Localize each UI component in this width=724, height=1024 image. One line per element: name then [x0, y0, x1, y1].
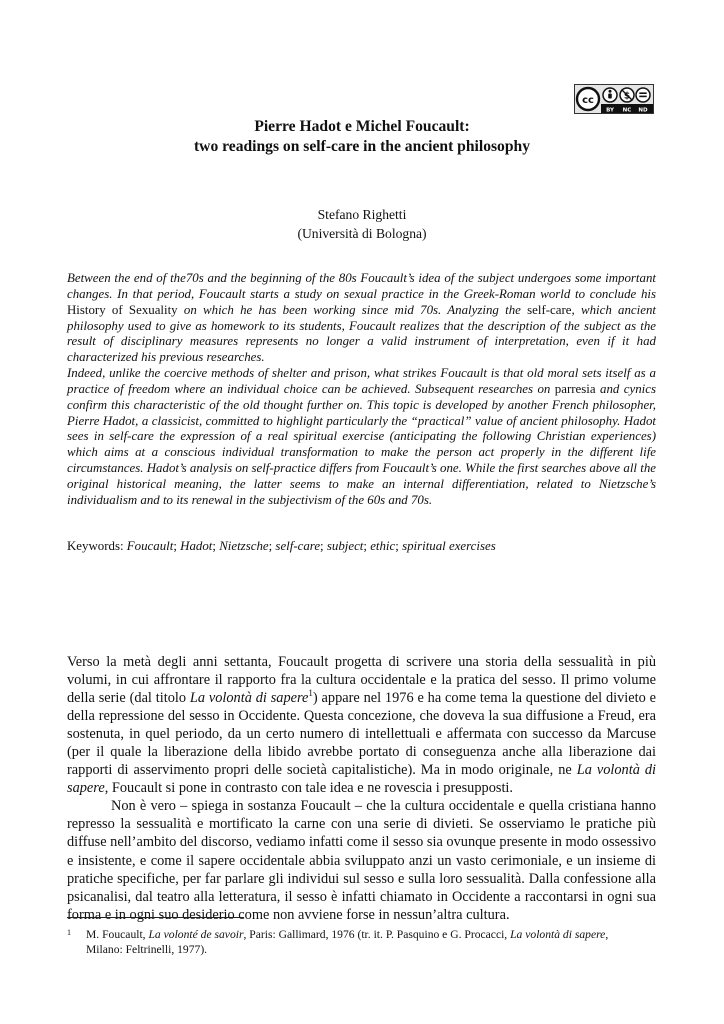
keyword: self-care	[275, 539, 321, 553]
abstract-text: on which he has been working since mid 70s. Analyzing the	[177, 302, 528, 317]
footnote-reference[interactable]: 1	[308, 688, 313, 699]
title-line-2: two readings on self-care in the ancient philosophy	[193, 138, 530, 155]
abstract-text: and cynics confirm this characteristic of the old thought further on. This topic is developed by another French philosopher, Pierre Hadot, a classicist, committed to highlight particularly the “practical” value of ancient philosophy. Hadot sees in self-care the expression of a real spiritual exercise (anticipating the following Christian experiences) which aims at a conscious individual transformation to make the person act properly in the different life circumstances. Hadot’s analysis on self-practice differs from Foucault’s one. While the first searches above all the original historical meaning, the latter seems to make an internal differentiation, related to Nietzsche’s individualism and to its renewal in the subjectivism of the 60s and 70s.	[67, 381, 656, 507]
by-person-icon	[603, 88, 617, 102]
abstract-upright-term: History of Sexuality	[67, 302, 178, 317]
keyword: Nietzsche	[219, 539, 269, 553]
by-label: BY	[606, 107, 614, 113]
footnote-run: , Paris: Gallimard, 1976 (tr. it. P. Pasquino e G. Procacci,	[243, 928, 511, 941]
keyword: Foucault	[126, 539, 174, 553]
svg-text:$: $	[623, 91, 631, 102]
author-affiliation: (Università di Bologna)	[297, 226, 427, 241]
keyword-separator: ;	[363, 539, 371, 553]
keyword: subject	[326, 539, 364, 553]
keyword: Hadot	[180, 539, 213, 553]
abstract-upright-term: parresia	[554, 381, 596, 396]
body-text-run: Verso la metà degli anni settanta, Foucault progetta di scrivere una storia della sessualità in più volumi, in cui affrontare il rapporto fra la cultura occidentale e la pratica del sesso. Il primo volume della serie (dal titolo	[67, 654, 656, 707]
body-text	[67, 653, 656, 924]
keywords-label: Keywords:	[67, 539, 127, 553]
abstract-text: Indeed, unlike the coercive methods of shelter and prison, what strikes Foucault is that old moral sets itself as a practice of freedom where an individual choice can be achieved. Subsequent researches on	[67, 366, 656, 396]
body-paragraph-2: Non è vero – spiega in sostanza Foucault – che la cultura occidentale e quella cristiana hanno represso la sessualità e mortificato la carne con una serie di divieti. Se osserviamo le pratiche più diffuse nell’ambito del discorso, vediamo infatti come il sesso sia ovunque presente in modo ossessivo e insistente, e come il sapere occidentale abbia sviluppato anzi un vasto cerimoniale, e un insieme di pratiche specifiche, per far parlare gli individui sul sesso e sulla loro sessualità. Dalla confessione alla psicanalisi, dal teatro alla letteratura, il sesso è infatti chiamato in Occidente a raccontarsi in ogni sua forma e in ogni suo desiderio come non avviene forse in nessun’altra cultura.	[67, 798, 656, 923]
footnote-number: 1	[67, 928, 71, 937]
keyword-separator: ;	[173, 539, 181, 553]
noncommercial-icon	[620, 88, 634, 102]
book-title: La volontà di sapere	[189, 690, 309, 707]
keyword-separator: ;	[268, 539, 276, 553]
title-line-1: Pierre Hadot e Michel Foucault:	[254, 118, 470, 135]
abstract-text: , which ancient philosophy used to give as homework to its students, Foucault realizes that the description of the subject as the result of disciplinary measures represents no longer a valid instrument of interpretation, even if it had characterized his previous researches.	[67, 302, 656, 365]
keyword-separator: ;	[320, 539, 327, 553]
footnote-book-title: La volontà di sapere	[510, 928, 606, 941]
footnote-run: ,	[605, 928, 609, 941]
body-paragraph-1	[67, 653, 656, 797]
book-title: La volontà di sapere	[67, 762, 656, 797]
author-name: Stefano Righetti	[317, 207, 407, 222]
body-text-run: ) appare nel 1976 e ha come tema la questione del divieto e della repressione del sesso in Occidente. Questa concezione, che doveva la sua diffusione a Freud, era sostenuta, in quel periodo, da un certo numero di intellettuali e affermata con successo da Marcuse (per il quale la liberazione della libido avrebbe portato di conseguenza anche alla liberazione dai rapporti di asservimento propri delle società capitalistiche). Ma in modo originale, ne	[67, 690, 657, 779]
keyword: spiritual exercises	[402, 539, 496, 553]
cc-logo-icon	[577, 88, 599, 110]
footnote-run: M. Foucault,	[86, 928, 149, 941]
nd-label: ND	[638, 107, 648, 113]
paper-title	[60, 117, 664, 157]
cc-logo-text: cc	[582, 95, 594, 106]
author-block	[60, 205, 664, 243]
footnote	[67, 928, 656, 957]
abstract-paragraph-1	[67, 271, 656, 366]
footnote-separator	[67, 917, 244, 918]
footnote-book-title: La volonté de savoir	[148, 928, 244, 941]
footnote-text	[67, 928, 656, 957]
abstract	[67, 271, 656, 509]
keywords	[67, 538, 656, 554]
keyword: ethic	[370, 539, 396, 553]
abstract-paragraph-2	[67, 366, 656, 509]
keyword-separator: ;	[212, 539, 220, 553]
cc-license-badge	[574, 84, 654, 114]
noderivatives-icon	[636, 88, 650, 102]
keyword-separator: ;	[395, 539, 403, 553]
body-text-run: , Foucault si pone in contrasto con tale idea e ne rovescia i presupposti.	[104, 780, 514, 797]
abstract-text: Between the end of the70s and the beginning of the 80s Foucault’s idea of the subject undergoes some important changes. In that period, Foucault starts a study on sexual practice in the Greek-Roman world to conclude his	[67, 271, 656, 301]
footnote-run: Milano: Feltrinelli, 1977).	[86, 942, 208, 956]
nc-label: NC	[622, 107, 632, 113]
abstract-upright-term: self-care	[527, 302, 572, 317]
